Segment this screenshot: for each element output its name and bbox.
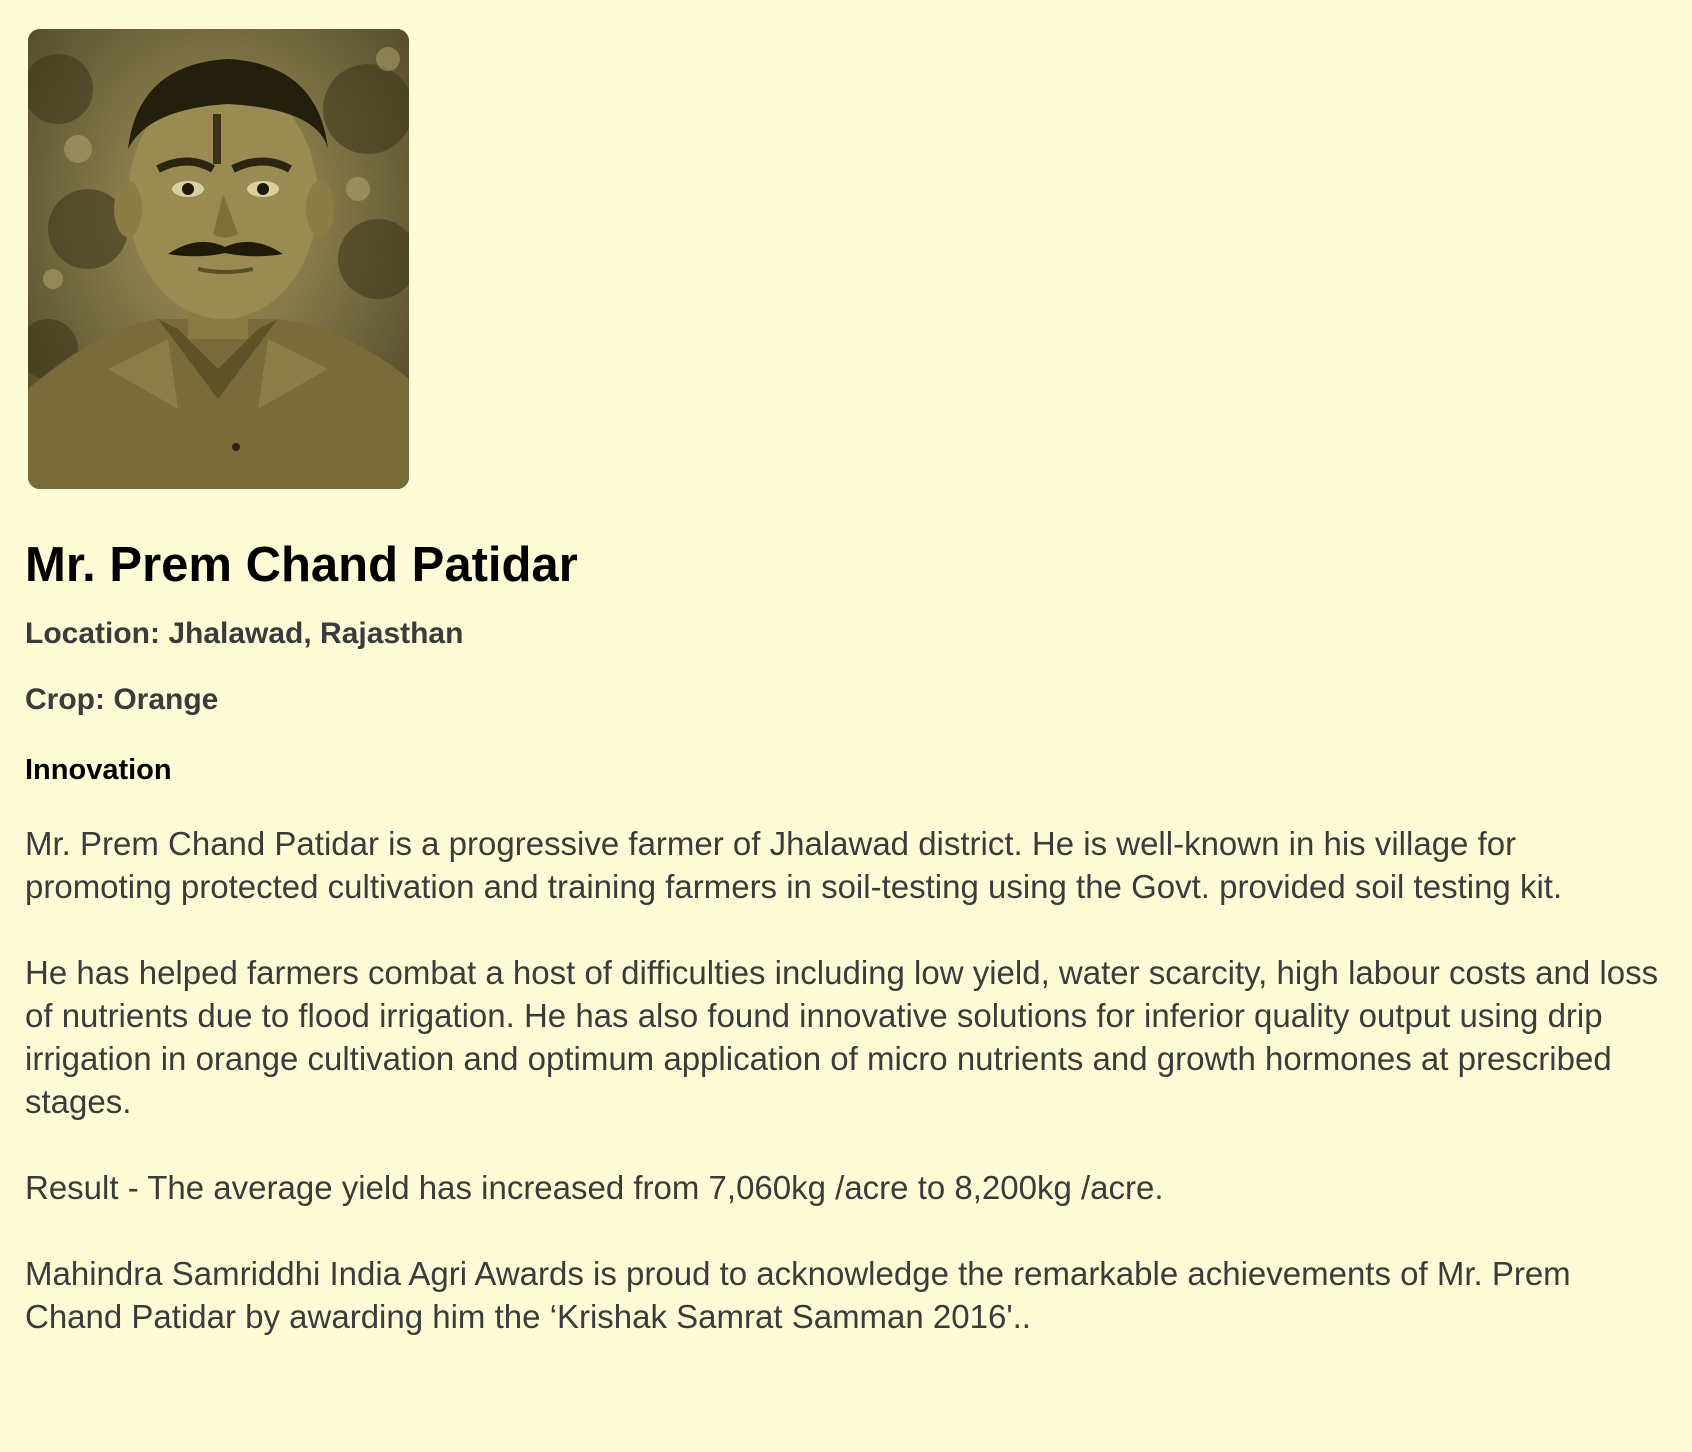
crop-text: Crop: Orange <box>25 683 219 716</box>
description-paragraph: He has helped farmers combat a host of difficulties including low yield, water scarcity, high labour costs and loss of nutrients due to flood irrigation. He has also found innovative solutions for inferior quality output using drip irrigation in orange cultivation and optimum application of micro nutrients and growth hormones at prescribed stages. <box>25 954 1659 1120</box>
portrait-illustration <box>28 29 409 489</box>
farmer-portrait-photo <box>28 29 409 489</box>
farmer-name-heading: Mr. Prem Chand Patidar <box>25 538 578 592</box>
result-paragraph: Result - The average yield has increased from 7,060kg /acre to 8,200kg /acre. <box>25 1169 1164 1206</box>
location-text: Location: Jhalawad, Rajasthan <box>25 617 464 650</box>
innovation-heading: Innovation <box>25 754 172 786</box>
award-paragraph: Mahindra Samriddhi India Agri Awards is proud to acknowledge the remarkable achievements of Mr. Prem Chand Patidar by awarding him the ‘Krishak Samrat Samman 2016'.. <box>25 1255 1571 1335</box>
profile-content <box>25 535 1665 1381</box>
description-body <box>25 822 1665 1338</box>
description-paragraph: Mr. Prem Chand Patidar is a progressive farmer of Jhalawad district. He is well-known in his village for promoting protected cultivation and training farmers in soil-testing using the Govt. provided soil testing kit. <box>25 825 1563 905</box>
